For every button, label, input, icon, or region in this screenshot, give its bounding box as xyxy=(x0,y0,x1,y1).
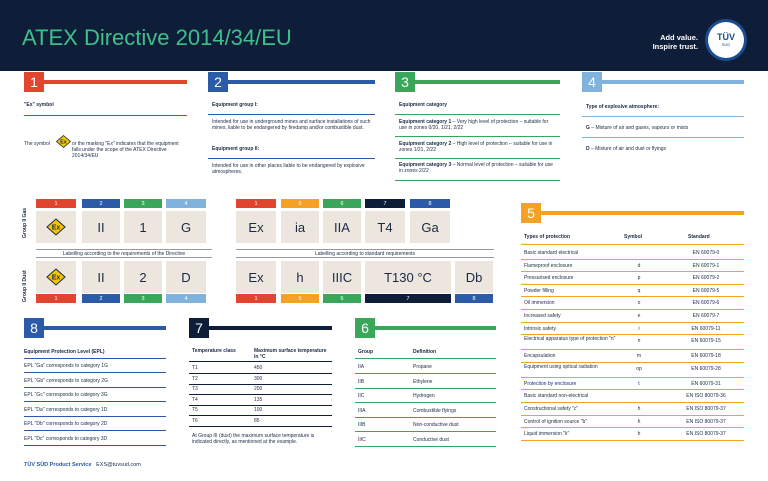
row-divider xyxy=(521,334,744,335)
protection-standard: EN 60079-1 xyxy=(692,262,720,269)
col-symbol-header: Symbol xyxy=(624,234,643,240)
dust-dir-tag-0: 1 xyxy=(36,294,76,303)
ex-hexagon-icon xyxy=(46,268,66,286)
group-header: Group xyxy=(358,349,373,355)
epl-row-divider xyxy=(24,401,166,402)
protection-standard: EN 60079-5 xyxy=(692,287,720,294)
protection-standard: EN 60079-2 xyxy=(692,275,720,282)
protection-standard: EN 60079-18 xyxy=(691,353,721,360)
group-code: IIA xyxy=(358,364,365,370)
ex-hexagon-icon xyxy=(46,218,66,236)
row-divider xyxy=(521,296,744,297)
temp-class: T5 xyxy=(192,407,198,413)
epl-row: EPL "Da" corresponds to category 1D xyxy=(24,406,108,413)
row-divider xyxy=(521,402,744,403)
section-1-body-start: The symbol xyxy=(24,141,50,147)
protection-standard: EN ISO 80079-37 xyxy=(686,431,726,438)
max-temp: 85 xyxy=(254,417,260,424)
group-definition: Hydrogen xyxy=(413,393,435,399)
gas-dir-tile-3: G xyxy=(166,211,206,243)
epl-row-divider xyxy=(24,445,166,446)
protection-name: Liquid immersion "k" xyxy=(524,431,570,438)
epl-row-divider xyxy=(24,372,166,373)
footer xyxy=(24,462,141,468)
gas-dir-tag-3: 4 xyxy=(166,199,206,208)
cat-1-title: Equipment category 1 xyxy=(399,119,452,125)
epl-row: EPL "Db" corresponds to category 2D xyxy=(24,421,108,427)
tagline-line-2: Inspire trust. xyxy=(652,42,698,51)
row-divider xyxy=(521,322,744,323)
cat-1-text: – Very high level of protection – suitable for use in zones 0/20, 1/21, 2/22 xyxy=(399,119,549,132)
protection-standard: EN ISO 80079-36 xyxy=(686,393,726,400)
col-standard-header: Standard xyxy=(688,234,710,240)
row-divider xyxy=(521,440,744,441)
section-2-heading-2: Equipment group II: xyxy=(212,146,260,152)
tagline xyxy=(653,33,698,51)
temp-class: T2 xyxy=(192,375,198,382)
gas-dir-tag-1: 2 xyxy=(82,199,120,208)
dust-std-tile-1: h xyxy=(281,261,319,293)
section-3-divider-3 xyxy=(395,158,560,159)
dust-dir-ex-icon xyxy=(46,268,66,286)
temp-row-divider xyxy=(189,373,332,374)
protection-name: Increased safety xyxy=(524,313,561,319)
group-row-divider xyxy=(355,402,496,403)
gas-dir-tag-0: 1 xyxy=(36,199,76,208)
protection-standard: EN 60079-15 xyxy=(691,338,721,345)
group-row-divider xyxy=(355,431,496,432)
row-divider xyxy=(521,377,744,378)
group-definition: Non-conductive dust xyxy=(413,422,459,428)
section-3-number: 3 xyxy=(395,72,415,92)
epl-row: EPL "Dc" corresponds to category 3D xyxy=(24,435,108,442)
temp-class: T3 xyxy=(192,386,198,392)
protection-symbol: e xyxy=(637,313,641,319)
protection-name: Constructional safety "c" xyxy=(524,406,579,412)
section-3-bar xyxy=(415,80,560,84)
protection-symbol: op xyxy=(636,365,642,372)
epl-row: EPL "Gb" corresponds to category 2G xyxy=(24,377,108,384)
temp-class: T6 xyxy=(192,417,198,424)
protection-symbol: h xyxy=(637,418,641,425)
protection-name: Powder filling xyxy=(524,287,554,294)
group-code: IIIB xyxy=(358,422,366,428)
section-1-bar xyxy=(44,80,187,84)
footer-brand: TÜV SÜD Product Service xyxy=(24,462,92,468)
protection-name: Pressurised enclosure xyxy=(524,275,574,282)
temp-row-divider xyxy=(189,405,332,406)
gas-std-tile-2: IIA xyxy=(323,211,361,243)
protection-name: Basic standard non-electrical xyxy=(524,393,589,400)
dust-std-tag-0: 1 xyxy=(236,294,276,303)
protection-standard: EN 60079-11 xyxy=(691,325,721,332)
gas-row-label: Group II Gas xyxy=(22,207,28,238)
gas-std-tile-3: T4 xyxy=(365,211,405,243)
group-row-divider xyxy=(355,417,496,418)
section-2-body-1: Intended for use in underground mines and surface installations of such mines, liable to be endangered by firedamp and/or combustible dust. xyxy=(212,119,371,132)
dust-dir-tile-3: D xyxy=(166,261,206,293)
row-divider xyxy=(521,415,744,416)
directive-label: Labelling according to the requirements of the Directive xyxy=(36,249,212,258)
section-5-bar xyxy=(541,211,744,215)
footer-email[interactable]: EXS@tuvsud.com xyxy=(96,462,141,468)
protection-name: Protection by enclosure xyxy=(524,380,577,387)
protection-symbol: n xyxy=(637,338,641,345)
section-4-heading: Type of explosive atmosphere: xyxy=(586,104,659,110)
section-1-body-end: or the marking "Ex" indicates that the equipment falls under the scope of the ATEX Directive 2014/34/EU xyxy=(72,141,179,160)
section-1-heading: "Ex" symbol xyxy=(24,102,54,108)
page-title: ATEX Directive 2014/34/EU xyxy=(22,25,292,50)
section-4-bar xyxy=(602,80,744,84)
tagline-line-1: Add value. xyxy=(660,33,698,42)
section-2-number: 2 xyxy=(208,72,228,92)
dust-row-label: Group II Dust xyxy=(22,270,28,302)
section-1-number: 1 xyxy=(24,72,44,92)
epl-table xyxy=(24,346,166,451)
max-temp: 100 xyxy=(254,407,263,413)
gas-dir-ex-icon xyxy=(46,218,66,236)
temp-row-divider xyxy=(189,384,332,385)
tuv-logo xyxy=(708,22,744,58)
row-divider xyxy=(521,427,744,428)
dust-dir-tag-2: 3 xyxy=(124,294,162,303)
group-definition: Propane xyxy=(413,364,432,370)
gas-dir-tile-2: 1 xyxy=(124,211,162,243)
row-divider xyxy=(521,389,744,390)
logo-text-1: TÜV xyxy=(717,32,735,42)
svg-text:Ex: Ex xyxy=(51,274,61,282)
max-temp: 450 xyxy=(254,365,263,371)
gas-dir-tile-1: II xyxy=(82,211,120,243)
group-code: IIB xyxy=(358,378,365,385)
row-divider xyxy=(521,284,744,285)
group-table xyxy=(355,346,496,451)
section-4-divider xyxy=(582,116,744,117)
protection-name: Flameproof enclosure xyxy=(524,262,573,269)
protection-name: Encapsulation xyxy=(524,353,556,360)
dust-std-tile-3: T130 °C xyxy=(365,261,451,293)
group-row-divider xyxy=(355,446,496,447)
dust-dir-tag-3: 4 xyxy=(166,294,206,303)
gas-std-tag-3: 7 xyxy=(365,199,405,208)
epl-row: EPL "Gc" corresponds to category 3G xyxy=(24,392,108,398)
protection-standard: EN 60079-28 xyxy=(691,365,721,372)
epl-row-divider xyxy=(24,416,166,417)
group-code: IIC xyxy=(358,393,365,399)
section-2-divider-2 xyxy=(208,158,375,159)
cat-3-text: – Normal level of protection – suitable for use in zones 2/22 xyxy=(399,162,553,175)
dust-std-tile-2: IIIC xyxy=(323,261,361,293)
dust-std-tag-3: 7 xyxy=(365,294,451,303)
section-3-heading: Equipment category xyxy=(399,102,448,108)
section-4-g xyxy=(586,125,688,131)
protection-symbol: m xyxy=(636,353,642,360)
definition-header: Definition xyxy=(413,349,437,355)
atmosphere-d-text: – Mixture of air and dust or flyings xyxy=(589,146,667,152)
protection-standard: EN 60079-6 xyxy=(692,300,720,307)
col-type-header: Types of protection xyxy=(524,234,571,240)
group-definition: Combustible flyings xyxy=(413,407,457,414)
gas-std-tag-1: 5 xyxy=(281,199,319,208)
gas-std-tag-2: 6 xyxy=(323,199,361,208)
dust-dir-tile-2: 2 xyxy=(124,261,162,293)
dust-std-tag-4: 8 xyxy=(455,294,493,303)
section-7-number: 7 xyxy=(189,318,209,338)
protection-name: Intrinsic safety xyxy=(524,325,556,332)
gas-std-tile-0: Ex xyxy=(236,211,276,243)
row-divider xyxy=(521,259,744,260)
atmosphere-g-text: – Mixture of air and gases, vapours or mists xyxy=(589,125,689,131)
gas-std-tag-0: 1 xyxy=(236,199,276,208)
gas-std-tag-4: 8 xyxy=(410,199,450,208)
epl-row-divider xyxy=(24,430,166,431)
section-8-number: 8 xyxy=(24,318,44,338)
section-6-number: 6 xyxy=(355,318,375,338)
temp-header-divider xyxy=(189,361,332,362)
cat-2-text: – High level of protection – suitable for use in zones 1/21, 2/22 xyxy=(399,141,553,154)
group-code: IIIC xyxy=(358,436,366,443)
protection-standard: EN ISO 80079-37 xyxy=(686,418,726,425)
protection-standard: EN 60079-31 xyxy=(691,380,721,387)
svg-text:Ex: Ex xyxy=(51,224,61,232)
protection-standard: EN 60079-0 xyxy=(692,250,720,256)
protection-symbol: h xyxy=(637,406,641,412)
section-4-divider-2 xyxy=(582,137,744,138)
protection-table xyxy=(521,230,744,452)
section-3-divider xyxy=(395,114,560,115)
temperature-table xyxy=(189,346,332,456)
section-8-bar xyxy=(44,326,166,330)
max-temp: 135 xyxy=(254,396,263,403)
group-definition: Conductive dust xyxy=(413,436,449,443)
protection-name: Control of ignition source "b" xyxy=(524,418,588,425)
epl-divider xyxy=(24,358,166,359)
section-3-cat-1 xyxy=(399,119,554,131)
section-2-body-2: Intended for use in other places liable to be endangered by explosive atmospheres. xyxy=(212,163,365,176)
svg-text:Ex: Ex xyxy=(60,139,67,146)
atmosphere-d: D xyxy=(586,146,590,152)
cat-2-title: Equipment category 2 xyxy=(399,141,452,147)
protection-symbol: i xyxy=(638,325,640,332)
section-2-heading: Equipment group I: xyxy=(212,102,258,108)
atmosphere-g: G xyxy=(586,125,590,131)
section-3-divider-2 xyxy=(395,136,560,137)
temp-note: At Group III (dust) the maximum surface temperature is indicated directly, as mentioned at the example. xyxy=(192,433,315,445)
dust-std-tile-0: Ex xyxy=(236,261,276,293)
protection-name: Basic standard electrical xyxy=(524,250,579,256)
group-definition: Ethylene xyxy=(413,378,433,385)
ex-symbol-icon xyxy=(56,135,71,148)
group-row-divider xyxy=(355,388,496,389)
cat-3-title: Equipment category 3 xyxy=(399,162,452,168)
section-4-d xyxy=(586,146,666,152)
dust-std-tag-2: 6 xyxy=(323,294,361,303)
temp-row-divider xyxy=(189,394,332,395)
temp-class-header: Temperature class xyxy=(192,348,236,354)
epl-row-divider xyxy=(24,387,166,388)
row-divider xyxy=(521,271,744,272)
protection-standard: EN ISO 80079-37 xyxy=(686,406,726,412)
section-4-number: 4 xyxy=(582,72,602,92)
gas-std-tile-4: Ga xyxy=(410,211,450,243)
protection-name: Electrical apparatus type of protection "n" xyxy=(524,336,616,343)
section-1-divider xyxy=(24,115,187,116)
section-5-number: 5 xyxy=(521,203,541,223)
group-row-divider xyxy=(355,373,496,374)
max-temp-header: Maximum surface temperature in °C xyxy=(254,348,327,360)
section-2-bar xyxy=(228,80,375,84)
temp-row-divider xyxy=(189,426,332,427)
section-7-bar xyxy=(209,326,332,330)
header-divider xyxy=(521,244,744,245)
dust-dir-tag-1: 2 xyxy=(82,294,120,303)
protection-standard: EN 60079-7 xyxy=(692,313,720,319)
protection-symbol: q xyxy=(637,287,641,294)
row-divider xyxy=(521,362,744,363)
temp-class: T4 xyxy=(192,396,198,403)
epl-heading: Equipment Protection Level (EPL) xyxy=(24,349,105,355)
group-code: IIIA xyxy=(358,407,366,414)
row-divider xyxy=(521,309,744,310)
protection-symbol: t xyxy=(638,380,640,387)
section-3-cat-3 xyxy=(399,162,554,174)
dust-dir-tile-1: II xyxy=(82,261,120,293)
protection-symbol: d xyxy=(637,262,641,269)
dust-std-tile-4: Db xyxy=(455,261,493,293)
row-divider xyxy=(521,349,744,350)
protection-name: Equipment using optical radiation xyxy=(524,363,598,370)
protection-symbol: p xyxy=(637,275,641,282)
section-3-divider-4 xyxy=(395,180,560,181)
max-temp: 300 xyxy=(254,375,263,382)
gas-std-tile-1: ia xyxy=(281,211,319,243)
logo-text-2: SÜD xyxy=(721,42,731,47)
section-2-divider xyxy=(208,114,375,115)
protection-symbol: o xyxy=(637,300,641,307)
standard-label: Labelling according to standard requirements xyxy=(236,249,494,258)
section-3-cat-2 xyxy=(399,141,554,153)
max-temp: 200 xyxy=(254,386,263,392)
dust-std-tag-1: 5 xyxy=(281,294,319,303)
section-6-bar xyxy=(375,326,496,330)
protection-symbol: h xyxy=(637,431,641,438)
temp-class: T1 xyxy=(192,365,198,371)
temp-row-divider xyxy=(189,415,332,416)
group-header-divider xyxy=(355,358,496,359)
epl-row: EPL "Ga" corresponds to category 1G xyxy=(24,363,108,369)
gas-dir-tag-2: 3 xyxy=(124,199,162,208)
protection-name: Oil immersion xyxy=(524,300,555,307)
